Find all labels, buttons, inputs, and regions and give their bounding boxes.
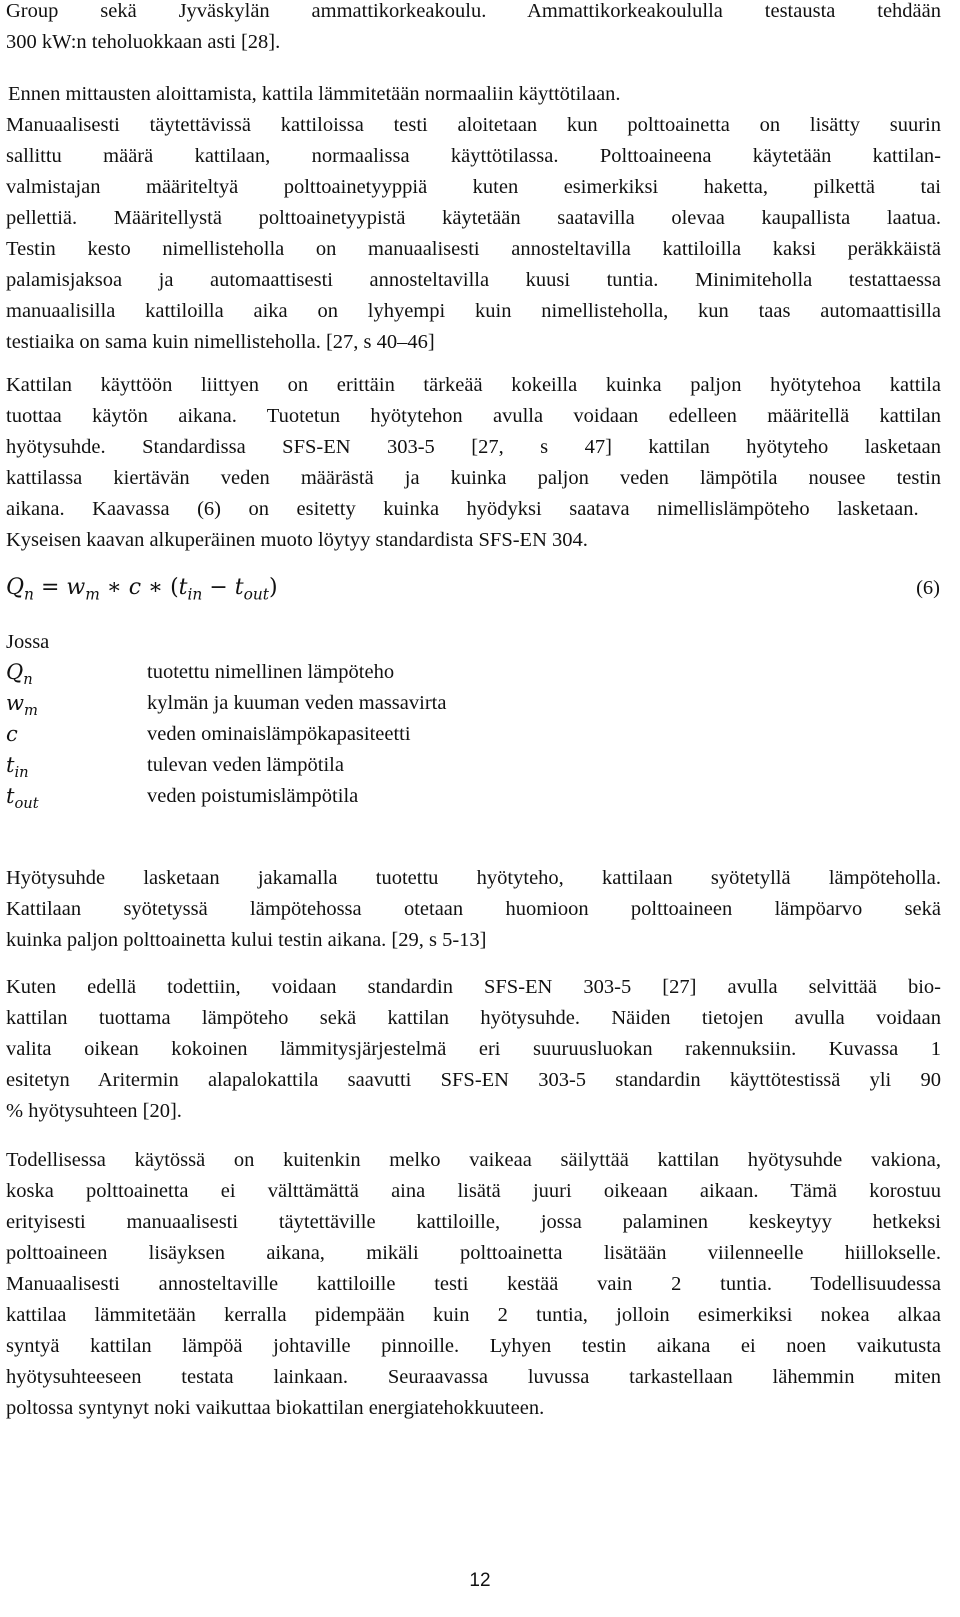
variable-symbol: $t_{in}$ — [6, 753, 29, 782]
text-line: poltossa syntynyt noki vaikuttaa biokattilan energiatehokkuuteen. — [6, 1397, 545, 1419]
text-line: Kattilan käyttöön liittyen on erittäin tärkeää kokeilla kuinka paljon hyötytehoa kattila — [6, 374, 941, 396]
definition-row — [6, 750, 706, 781]
paragraph-5 — [6, 972, 941, 1127]
text-line: Todellisessa käytössä on kuitenkin melko vaikeaa säilyttää kattilan hyötysuhde vakiona, — [6, 1149, 941, 1171]
text-line: esitetyn Aritermin alapalokattila saavutti SFS-EN 303-5 standardin käyttötestissä yli 90 — [6, 1069, 941, 1091]
text-line: aikana. Kaavassa (6) on esitetty kuinka hyödyksi saatava nimellislämpöteho lasketaan. — [6, 498, 919, 520]
text-line: erityisesti manuaalisesti täytettäville kattiloille, jossa palaminen keskeytyy hetkeksi — [6, 1211, 941, 1233]
variable-symbol: $w_m$ — [6, 691, 38, 720]
text-line: tuottaa käytön aikana. Tuotetun hyötytehon avulla voidaan edelleen määritellä kattilan — [6, 405, 941, 427]
equation-number: (6) — [916, 577, 940, 599]
variable-description: veden poistumislämpötila — [147, 785, 359, 807]
variable-symbol: $Q_n$ — [6, 660, 33, 689]
text-line: Kuten edellä todettiin, voidaan standardin SFS-EN 303-5 [27] avulla selvittää bio- — [6, 976, 941, 998]
equation-6 — [6, 575, 940, 611]
definition-row — [6, 719, 706, 750]
text-line: Ennen mittausten aloittamista, kattila lämmitetään normaaliin käyttötilaan. — [8, 83, 621, 105]
variable-description: tuotettu nimellinen lämpöteho — [147, 661, 395, 683]
text-line: kattilan tuottama lämpöteho sekä kattilan hyötysuhde. Näiden tietojen avulla voidaan — [6, 1007, 941, 1029]
text-line: sallittu määrä kattilaan, normaalissa käyttötilassa. Polttoaineena käytetään kattilan- — [6, 145, 941, 167]
variable-description: tulevan veden lämpötila — [147, 754, 344, 776]
paragraph-2 — [6, 79, 941, 358]
text-line: kattilaa lämmitetään kerralla pidempään kuin 2 tuntia, jolloin esimerkiksi nokea alkaa — [6, 1304, 941, 1326]
variable-definitions — [6, 657, 706, 812]
text-line: palamisjaksoa ja automaattisesti annosteltavilla kuusi tuntia. Minimiteholla testattaessa — [6, 269, 941, 291]
definition-row — [6, 688, 706, 719]
text-line: pellettiä. Määritellystä polttoainetyypistä käytetään saatavilla olevaa kaupallista laatua. — [6, 207, 941, 229]
text-line: valmistajan määriteltyä polttoainetyyppiä kuten esimerkiksi haketta, pilkettä tai — [6, 176, 941, 198]
text-line: Manuaalisesti annosteltaville kattiloille testi kestää vain 2 tuntia. Todellisuudessa — [6, 1273, 941, 1295]
text-line: syntyä kattilan lämpöä johtaville pinnoille. Lyhyen testin aikana ei noen vaikutusta — [6, 1335, 941, 1357]
equation-formula: $Q_n = w_m$ ∗ c ∗ $(t_{in} - t_{out})$ — [6, 575, 278, 604]
paragraph-1 — [6, 0, 941, 58]
text-line: % hyötysuhteen [20]. — [6, 1100, 182, 1122]
variable-symbol: c — [6, 722, 18, 746]
text-line: manuaalisilla kattiloilla aika on lyhyempi kuin nimellisteholla, kun taas automaattisilla — [6, 300, 941, 322]
text-line: polttoaineen lisäyksen aikana, mikäli polttoainetta lisätään viilenneelle hiillokselle. — [6, 1242, 941, 1264]
text-line: hyötysuhteeseen testata lainkaan. Seuraavassa luvussa tarkastellaan lähemmin miten — [6, 1366, 941, 1388]
page-number: 12 — [469, 1570, 491, 1591]
paragraph-6 — [6, 1145, 941, 1424]
paragraph-3 — [6, 370, 941, 556]
paragraph-4 — [6, 863, 941, 956]
definition-row — [6, 657, 706, 688]
text-line: 300 kW:n teholuokkaan asti [28]. — [6, 31, 281, 53]
text-line: Hyötysuhde lasketaan jakamalla tuotettu hyötyteho, kattilaan syötetyllä lämpöteholla. — [6, 867, 941, 889]
variable-description: kylmän ja kuuman veden massavirta — [147, 692, 447, 714]
text-line: Manuaalisesti täytettävissä kattiloissa testi aloitetaan kun polttoainetta on lisätty suurin — [6, 114, 941, 136]
text-line: Kyseisen kaavan alkuperäinen muoto löytyy standardista SFS-EN 304. — [6, 529, 588, 551]
text-line: Testin kesto nimellisteholla on manuaalisesti annosteltavilla kattiloilla kaksi peräkkäistä — [6, 238, 941, 260]
text-line: koska polttoainetta ei välttämättä aina lisätä juuri oikeaan aikaan. Tämä korostuu — [6, 1180, 941, 1202]
text-line: Group sekä Jyväskylän ammattikorkeakoulu. Ammattikorkeakoululla testausta tehdään — [6, 0, 941, 22]
definition-row — [6, 781, 706, 812]
variable-symbol: $t_{out}$ — [6, 784, 39, 813]
definitions-heading: Jossa — [6, 631, 50, 653]
text-line: testiaika on sama kuin nimellisteholla. [27, s 40–46] — [6, 331, 435, 353]
text-line: kattilassa kiertävän veden määrästä ja kuinka paljon veden lämpötila nousee testin — [6, 467, 941, 489]
text-line: kuinka paljon polttoainetta kului testin aikana. [29, s 5-13] — [6, 929, 487, 951]
variable-description: veden ominaislämpökapasiteetti — [147, 723, 411, 745]
text-line: Kattilaan syötetyssä lämpötehossa otetaan huomioon polttoaineen lämpöarvo sekä — [6, 898, 941, 920]
text-line: hyötysuhde. Standardissa SFS-EN 303-5 [27, s 47] kattilan hyötyteho lasketaan — [6, 436, 941, 458]
text-line: valita oikean kokoinen lämmitysjärjestelmä eri suuruusluokan rakennuksiin. Kuvassa 1 — [6, 1038, 941, 1060]
